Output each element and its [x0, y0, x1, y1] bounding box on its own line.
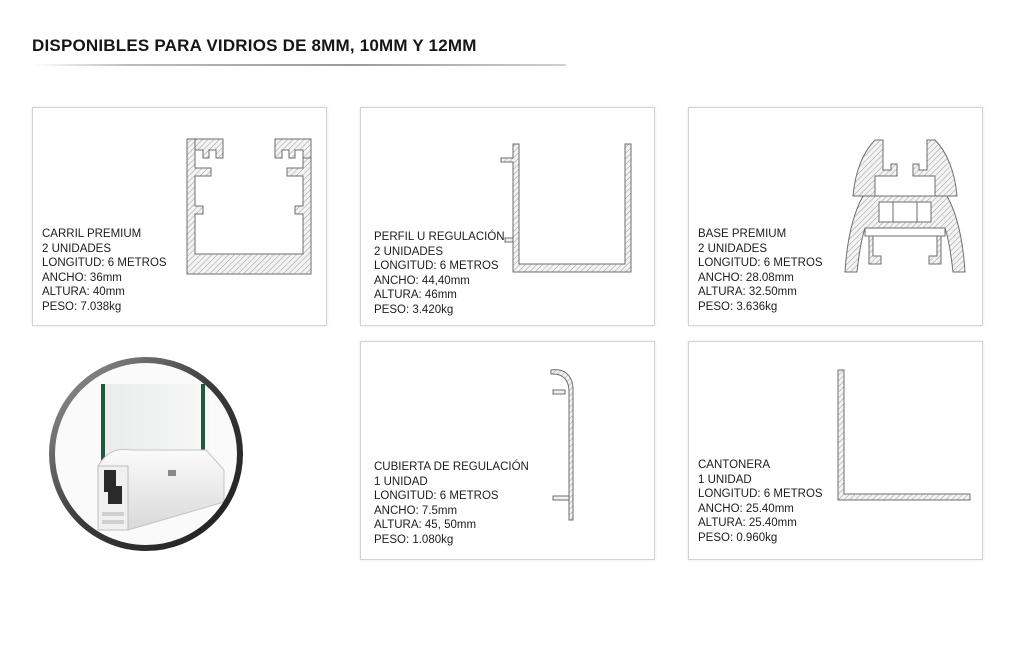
product-card-cantonera	[688, 341, 983, 560]
product-length: LONGITUD: 6 METROS	[42, 257, 167, 270]
product-height: ALTURA: 45, 50mm	[374, 519, 477, 532]
product-name: PERFIL U REGULACIÓN	[374, 231, 505, 243]
product-width: ANCHO: 7.5mm	[374, 504, 458, 517]
product-height: ALTURA: 46mm	[374, 289, 457, 302]
product-card-base-premium	[688, 107, 983, 326]
cantonera-profile-drawing	[834, 368, 974, 504]
product-units: 2 UNIDADES	[698, 242, 768, 255]
product-height: ALTURA: 25.40mm	[698, 517, 797, 530]
product-width: ANCHO: 25.40mm	[698, 502, 794, 515]
product-height: ALTURA: 32.50mm	[698, 286, 797, 299]
product-weight: PESO: 0.960kg	[698, 531, 778, 544]
product-photo	[46, 354, 246, 554]
product-weight: PESO: 3.420kg	[374, 303, 454, 316]
product-length: LONGITUD: 6 METROS	[698, 257, 823, 270]
page-title: DISPONIBLES PARA VIDRIOS DE 8MM, 10MM Y 12MM	[32, 36, 477, 55]
product-width: ANCHO: 28.08mm	[698, 271, 794, 284]
product-weight: PESO: 7.038kg	[42, 300, 122, 313]
base-premium-specs	[698, 227, 823, 315]
product-length: LONGITUD: 6 METROS	[374, 260, 499, 273]
carril-premium-specs	[42, 227, 167, 315]
cubierta-profile-drawing	[541, 362, 581, 524]
product-card-perfil-u-regulacion	[360, 107, 655, 326]
product-width: ANCHO: 44,40mm	[374, 274, 470, 287]
perfil-u-profile-drawing	[499, 138, 639, 280]
perfil-u-specs	[374, 230, 505, 318]
base-premium-profile-drawing	[839, 136, 971, 278]
product-name: CUBIERTA DE REGULACIÓN	[374, 461, 529, 473]
product-name: CANTONERA	[698, 459, 770, 471]
product-weight: PESO: 1.080kg	[374, 533, 454, 546]
carril-premium-profile-drawing	[183, 136, 315, 278]
cantonera-specs	[698, 458, 823, 546]
product-name: BASE PREMIUM	[698, 228, 787, 240]
cubierta-specs	[374, 460, 529, 548]
product-weight: PESO: 3.636kg	[698, 300, 778, 313]
glass-railing-photo-illustration	[46, 354, 246, 554]
product-units: 1 UNIDAD	[698, 473, 752, 486]
product-units: 2 UNIDADES	[42, 242, 112, 255]
product-card-cubierta-de-regulacion	[360, 341, 655, 560]
product-length: LONGITUD: 6 METROS	[698, 488, 823, 501]
title-divider	[32, 64, 566, 66]
product-height: ALTURA: 40mm	[42, 286, 125, 299]
product-units: 2 UNIDADES	[374, 245, 444, 258]
product-name: CARRIL PREMIUM	[42, 228, 142, 240]
product-length: LONGITUD: 6 METROS	[374, 490, 499, 503]
product-card-carril-premium	[32, 107, 327, 326]
product-units: 1 UNIDAD	[374, 475, 428, 488]
product-width: ANCHO: 36mm	[42, 271, 122, 284]
